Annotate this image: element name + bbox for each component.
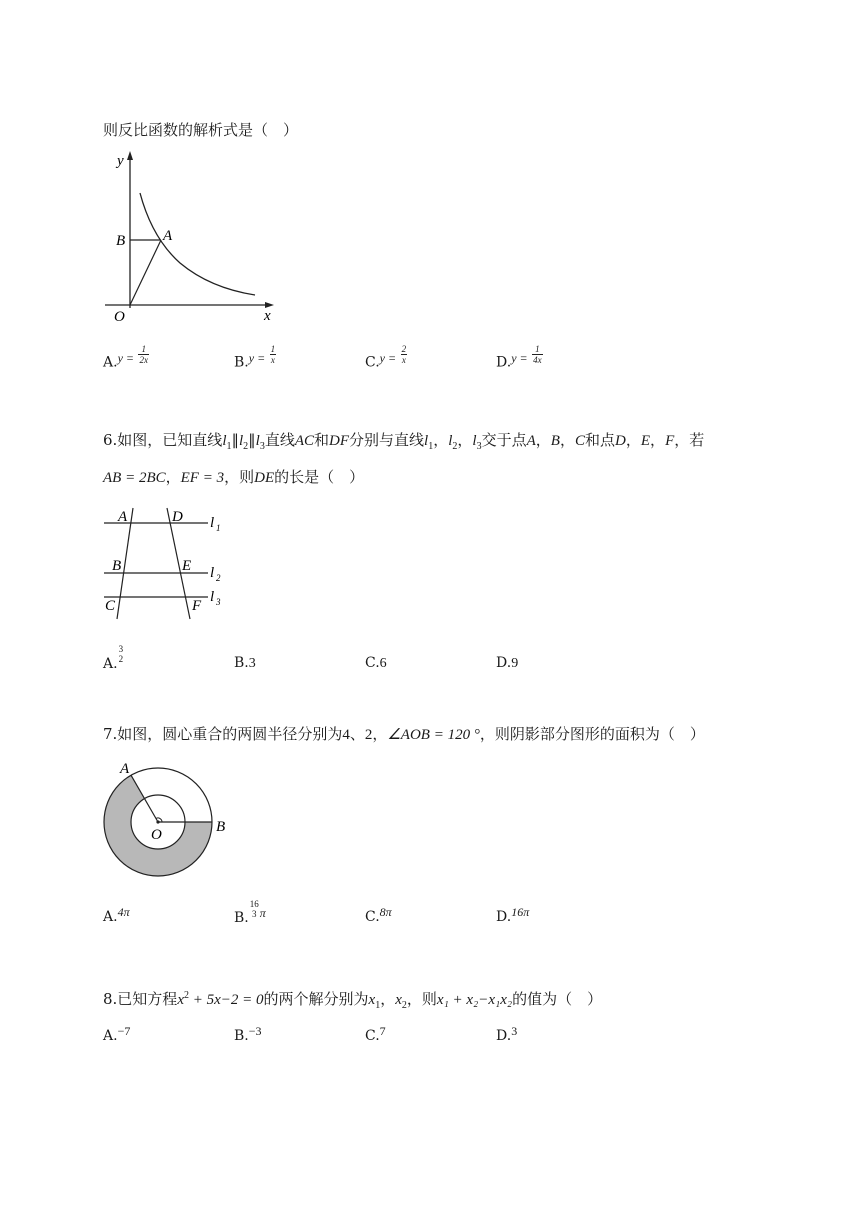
q7-label-a: A [120, 761, 130, 777]
q6-figure [100, 502, 240, 624]
q8-option-b: B.−3 [234, 1024, 262, 1044]
q6-label-a: A [118, 509, 128, 525]
q6-label-l1: l [210, 515, 215, 531]
q6-label-l1-sub: 1 [216, 523, 221, 533]
q5-option-c: C.y = $\frac{2}{x}$ [365, 344, 407, 371]
q6-label-b: B [112, 558, 122, 574]
q6-stem-line1: 6.如图，已知直线$l_1\parallel l_2\parallel l_3$直线AC和DF分别与直线$l_1$，$l_2$，$l_3$交于点A，B，C和点D，E，F，若 [103, 431, 705, 452]
q6-option-d: D.9 [496, 655, 519, 671]
q6-label-l2: l [210, 565, 215, 581]
q8-option-a: A.−7 [103, 1024, 131, 1044]
q5-option-a: A.y = $\frac{1}{2x}$ [103, 344, 148, 371]
q6-stem-line2: AB = 2BC，EF = 3，则DE的长是（ ） [103, 468, 365, 486]
q7-label-o: O [151, 827, 162, 843]
q5-figure [100, 148, 290, 328]
q5-label-y: y [117, 153, 124, 169]
q6-label-f: F [192, 598, 202, 614]
q5-label-a: A [163, 228, 173, 244]
q6-label-l2-sub: 2 [216, 573, 221, 583]
q7-stem: 7.如图，圆心重合的两圆半径分别为4、2，∠AOB = 120 °，则阴影部分图形的面积为（ ） [103, 725, 705, 743]
q5-label-o: O [114, 309, 125, 325]
q5-label-b: B [116, 233, 126, 249]
q7-option-b: B. 16 3 π [234, 899, 266, 926]
q7-figure [100, 758, 240, 886]
q7-option-c: C.8π [365, 905, 392, 925]
q5-option-d: D.y = $\frac{1}{4x}$ [496, 344, 542, 371]
q6-option-c: C.6 [365, 655, 387, 671]
q5-stem: 则反比函数的解析式是（ ） [103, 121, 299, 139]
q6-label-d: D [172, 509, 183, 525]
q6-label-c: C [105, 598, 116, 614]
q7-option-a: A.4π [103, 905, 130, 925]
q6-label-e: E [182, 558, 192, 574]
q8-stem: 8.已知方程$x^2 + 5x-2 = 0$的两个解分别为$x_1$，$x_2$，则x₁ + x₂−x₁x₂的值为（ ） [103, 990, 603, 1011]
q6-label-l3-sub: 3 [216, 597, 221, 607]
q8-option-d: D.3 [496, 1024, 518, 1044]
q7-label-b: B [216, 819, 226, 835]
q5-label-x: x [264, 308, 271, 324]
q6-option-a: A. 3 2 [103, 644, 124, 672]
q6-option-b: B.3 [234, 655, 256, 671]
q8-option-c: C.7 [365, 1024, 386, 1044]
q7-option-d: D.16π [496, 905, 530, 925]
q6-label-l3: l [210, 589, 215, 605]
q5-option-b: B.y = $\frac{1}{x}$ [234, 344, 276, 371]
